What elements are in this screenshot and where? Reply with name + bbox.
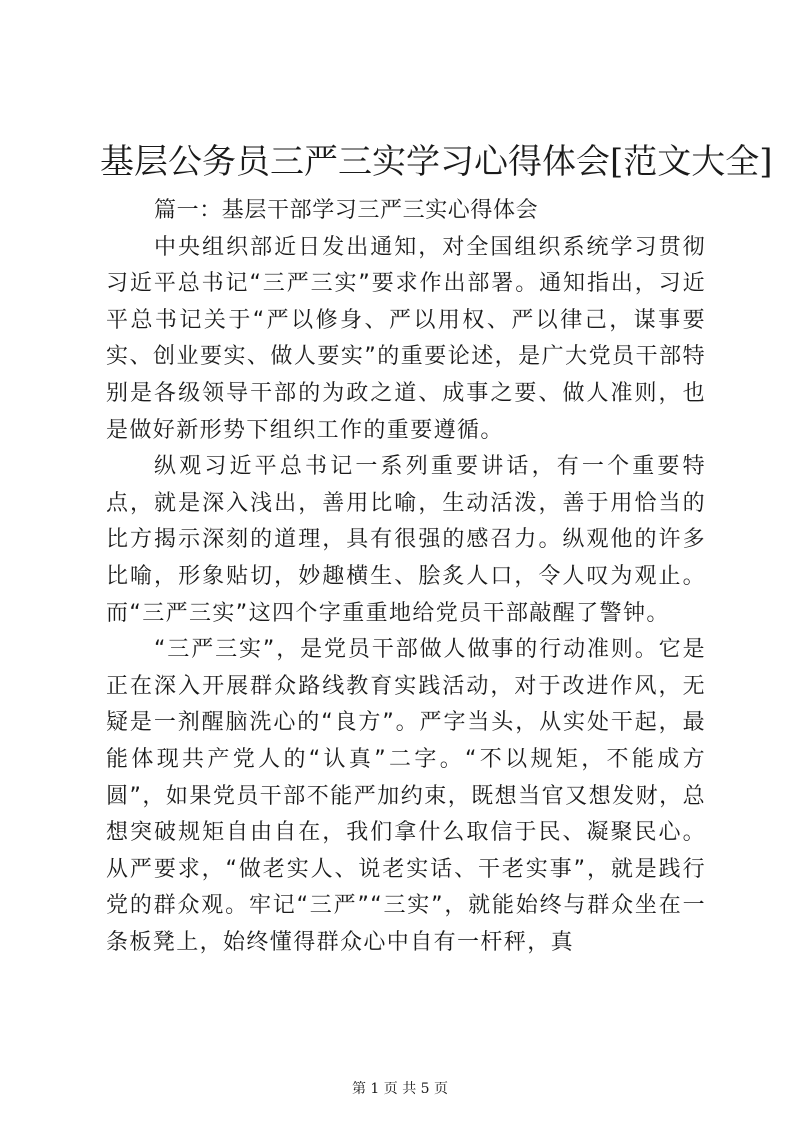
- document-body: [106, 193, 706, 961]
- document-title: 基层公务员三严三实学习心得体会[范文大全]: [100, 142, 773, 182]
- section-heading: 篇一：基层干部学习三严三实心得体会: [154, 198, 539, 223]
- paragraph: 中央组织部近日发出通知，对全国组织系统学习贯彻习近平总书记“三严三实”要求作出部署。通知指出，习近平总书记关于“严以修身、严以用权、严以律己，谋事要实、创业要实、做人要实”的重要论述，是广大党员干部特别是各级领导干部的为政之道、成事之要、做人准则，也是做好新形势下组织工作的重要遵循。: [106, 234, 706, 443]
- page-footer: 第 1 页 共 5 页: [351, 1081, 449, 1097]
- paragraph: “三严三实”，是党员干部做人做事的行动准则。它是正在深入开展群众路线教育实践活动，对于改进作风，无疑是一剂醒脑洗心的“良方”。严字当头，从实处干起，最能体现共产党人的“认真”二字。“不以规矩，不能成方圆”，如果党员干部不能严加约束，既想当官又想发财，总想突破规矩自由自在，我们拿什么取信于民、凝聚民心。从严要求，“做老实人、说老实话、干老实事”，就是践行党的群众观。牢记“三严”“三实”，就能始终与群众坐在一条板凳上，始终懂得群众心中自有一杆秤，真: [106, 637, 706, 955]
- paragraph: 纵观习近平总书记一系列重要讲话，有一个重要特点，就是深入浅出，善用比喻，生动活泼，善于用恰当的比方揭示深刻的道理，具有很强的感召力。纵观他的许多比喻，形象贴切，妙趣横生、脍炙人口，令人叹为观止。而“三严三实”这四个字重重地给党员干部敲醒了警钟。: [106, 454, 706, 626]
